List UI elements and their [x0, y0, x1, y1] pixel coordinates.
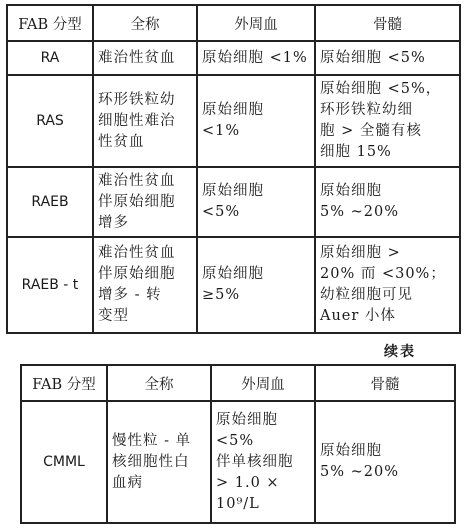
full-name-cell: 难治性贫血 伴原始细胞 增多 - 转 变型 [93, 237, 197, 333]
bone-marrow-cell: 原始细胞 > 20% 而 <30%； 幼粒细胞可见 Auer 小体 [315, 237, 460, 333]
peripheral-blood-cell: 原始细胞 <5% [197, 167, 315, 237]
continued-label: 续表 [384, 344, 416, 360]
table-row [7, 75, 460, 167]
fab-type-cell: RA [7, 41, 93, 75]
table-row [21, 401, 455, 523]
full-name-cell: 环形铁粒幼 细胞性难治 性贫血 [93, 75, 197, 167]
fab-type-cell: CMML [21, 401, 107, 523]
peripheral-blood-cell: 原始细胞 <5% 伴单核细胞 > 1.0 × 10⁹/L [211, 401, 315, 523]
peripheral-blood-cell: 原始细胞 <1% [197, 75, 315, 167]
peripheral-blood-cell: 原始细胞 ≥5% [197, 237, 315, 333]
header-row [7, 5, 460, 41]
bone-marrow-cell: 原始细胞 <5% [315, 41, 460, 75]
header-bone-marrow: 骨髓 [315, 5, 460, 41]
bone-marrow-cell: 原始细胞 5% ~20% [315, 401, 455, 523]
table-row [7, 167, 460, 237]
header-peripheral-blood: 外周血 [211, 365, 315, 401]
full-name-cell: 难治性贫血 伴原始细胞 增多 [93, 167, 197, 237]
header-full-name: 全称 [93, 5, 197, 41]
fab-type-cell: RAEB - t [7, 237, 93, 333]
table-row [7, 237, 460, 333]
peripheral-blood-cell: 原始细胞 <1% [197, 41, 315, 75]
full-name-cell: 慢性粒 - 单 核细胞性白 血病 [107, 401, 211, 523]
fab-classification-table-continued [20, 364, 456, 524]
header-full-name: 全称 [107, 365, 211, 401]
fab-classification-table [6, 4, 461, 334]
fab-type-cell: RAEB [7, 167, 93, 237]
table-row [7, 41, 460, 75]
bone-marrow-cell: 原始细胞 <5%， 环形铁粒幼细 胞 > 全髓有核 细胞 15% [315, 75, 460, 167]
header-peripheral-blood: 外周血 [197, 5, 315, 41]
bone-marrow-cell: 原始细胞 5% ~20% [315, 167, 460, 237]
header-fab-type: FAB 分型 [7, 5, 93, 41]
fab-type-cell: RAS [7, 75, 93, 167]
full-name-cell: 难治性贫血 [93, 41, 197, 75]
header-bone-marrow: 骨髓 [315, 365, 455, 401]
header-row [21, 365, 455, 401]
header-fab-type: FAB 分型 [21, 365, 107, 401]
